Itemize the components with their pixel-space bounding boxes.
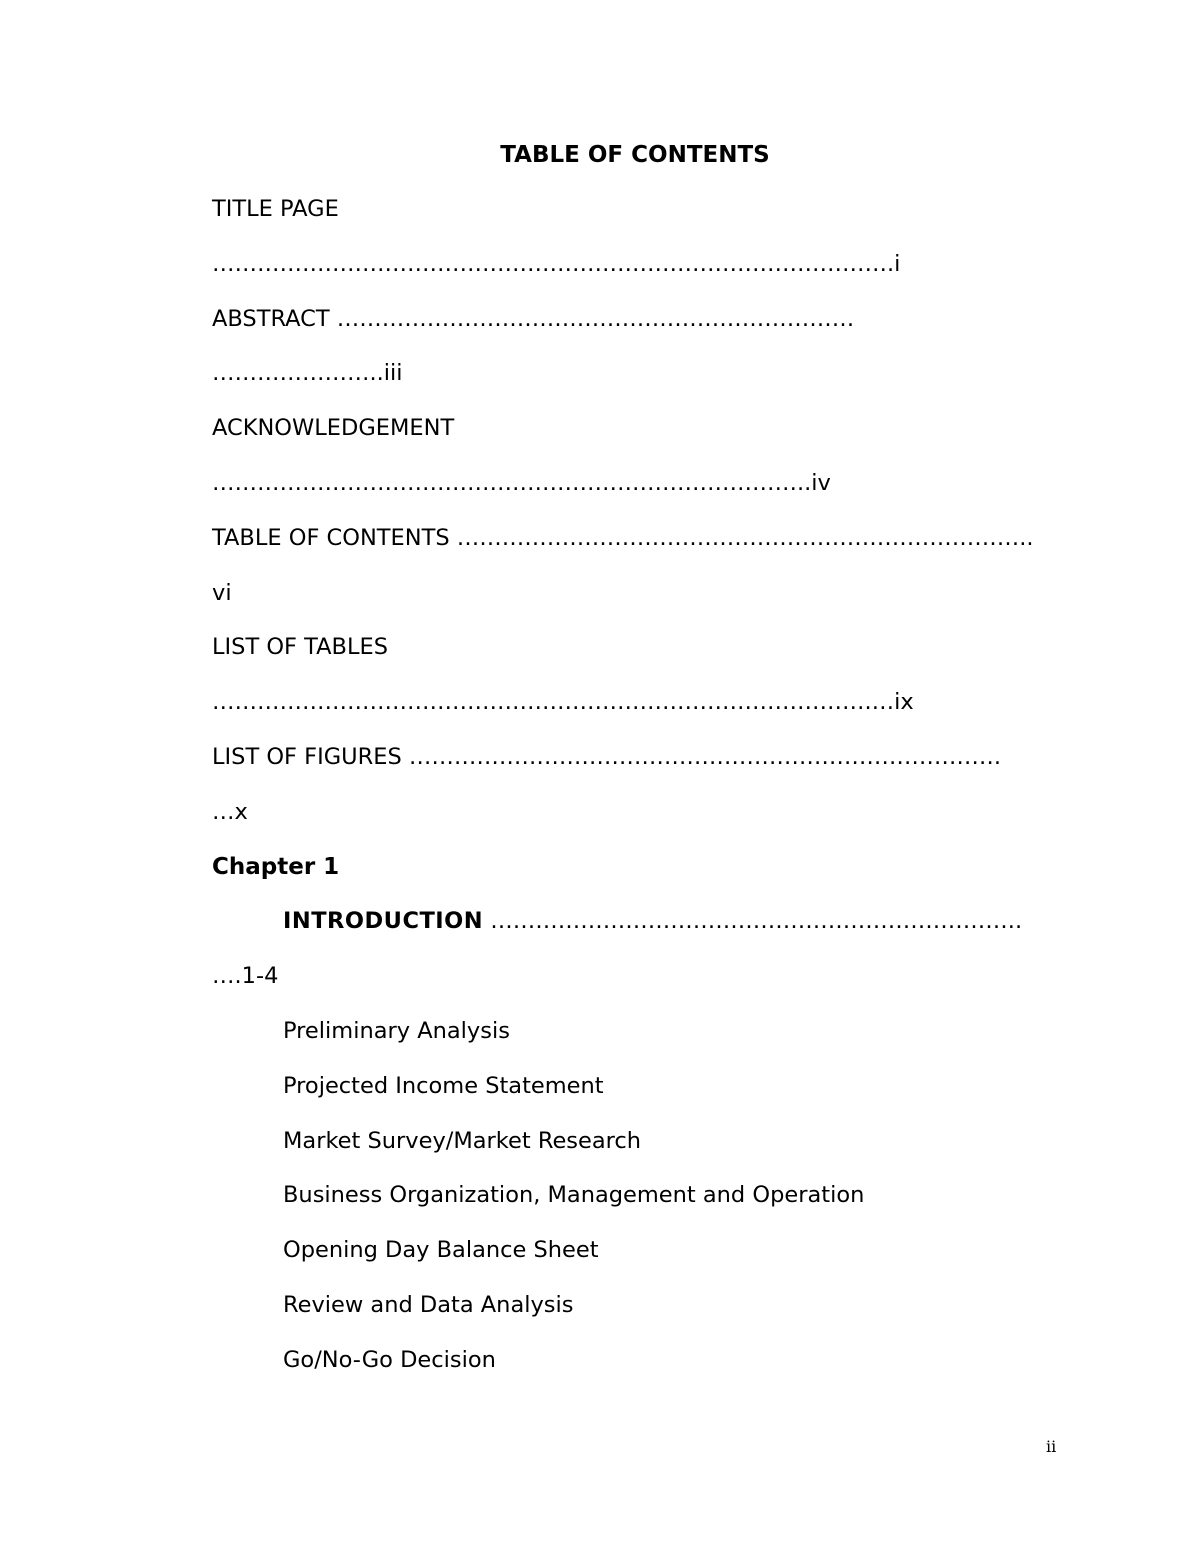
introduction-leader: …………………………………………………………….. — [483, 908, 1023, 935]
toc-leader-table-of-contents: vi — [212, 579, 232, 606]
toc-subentry: Review and Data Analysis — [283, 1291, 574, 1318]
toc-subentry: Projected Income Statement — [283, 1072, 604, 1099]
toc-leader-introduction: ….1-4 — [212, 963, 279, 990]
toc-leader-list-of-figures: …x — [212, 798, 248, 825]
toc-entry-list-of-tables: LIST OF TABLES — [212, 634, 389, 661]
toc-subentry: Opening Day Balance Sheet — [283, 1237, 599, 1264]
toc-list — [212, 194, 1112, 1400]
toc-subentry: Preliminary Analysis — [283, 1017, 510, 1044]
toc-entry-acknowledgement: ACKNOWLEDGEMENT — [212, 415, 455, 442]
toc-subentry: Business Organization, Management and Operation — [283, 1182, 865, 1209]
page-number: ii — [1046, 1437, 1057, 1456]
introduction-label: INTRODUCTION — [283, 908, 484, 935]
toc-leader-abstract: …………………..iii — [212, 360, 403, 387]
toc-leader-list-of-tables: …………………………………………………………………………….…ix — [212, 689, 914, 716]
toc-leader-title-page: ……………………………………………………………………………….i — [212, 250, 901, 277]
toc-entry-introduction — [212, 906, 1112, 961]
toc-entry-table-of-contents: TABLE OF CONTENTS ………………………………………………………………….. — [212, 524, 1034, 551]
toc-entry-title-page: TITLE PAGE — [212, 196, 339, 222]
toc-subentry: Market Survey/Market Research — [283, 1127, 642, 1154]
toc-entry-abstract: ABSTRACT …………………………………………………………… — [212, 305, 855, 332]
page-title: TABLE OF CONTENTS — [500, 142, 770, 168]
toc-entry-list-of-figures: LIST OF FIGURES ……………………………………………………………………. — [212, 743, 1002, 770]
toc-leader-acknowledgement: ……………………………………………………………………..iv — [212, 469, 831, 496]
toc-subentry: Go/No-Go Decision — [283, 1346, 496, 1373]
chapter-heading: Chapter 1 — [212, 853, 340, 880]
